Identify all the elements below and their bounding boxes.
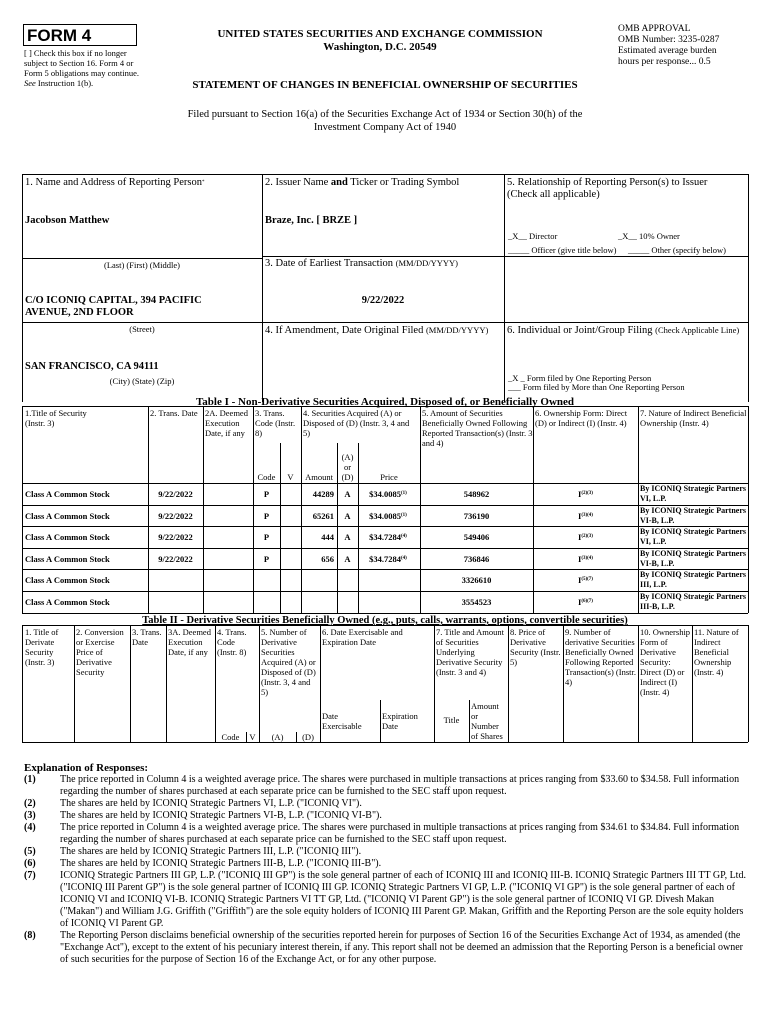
t1-cell-form xyxy=(533,511,638,521)
table2-title: Table II - Derivative Securities Beneficially Owned (e.g., puts, calls, warrants, options, convertible securities) xyxy=(142,615,628,626)
t1-cell-text: 444 xyxy=(321,532,334,542)
explanation-number: (3) xyxy=(24,810,36,821)
box5-label: 5. Relationship of Reporting Person(s) to Issuer (Check all applicable) xyxy=(507,177,708,200)
t1-cell-owned xyxy=(420,575,533,585)
t1-cell-text: 9/22/2022 xyxy=(158,511,193,521)
t1-cell-text: 736190 xyxy=(463,511,490,521)
t1-cell-text: P xyxy=(263,532,270,542)
explanation-list xyxy=(24,774,748,966)
explanation-item xyxy=(24,774,748,798)
t1-cell-text: 549406 xyxy=(463,532,490,542)
t2-sub-date-exercisable: Date Exercisable xyxy=(322,711,362,731)
footnote-ref: (5)(7) xyxy=(581,577,593,582)
t1-cell-text: Class A Common Stock xyxy=(25,597,110,607)
city-state-zip: SAN FRANCISCO, CA 94111 xyxy=(25,361,159,372)
t1-cell-date xyxy=(148,554,203,564)
t1-cell-owned xyxy=(420,511,533,521)
table1-title: Table I - Non-Derivative Securities Acquired, Disposed of, or Beneficially Owned xyxy=(195,396,575,408)
explanation-number: (8) xyxy=(24,930,36,941)
explanation-text: The shares are held by ICONIQ Strategic Partners VI, L.P. ("ICONIQ VI"). xyxy=(60,798,362,809)
t1-cell-owned xyxy=(420,532,533,542)
t2-header-deemed: 3A. Deemed Execution Date, if any xyxy=(168,627,211,657)
explanation-text: The shares are held by ICONIQ Strategic Partners III-B, L.P. ("ICONIQ III-B"). xyxy=(60,858,382,869)
agency-city: Washington, D.C. 20549 xyxy=(323,41,437,53)
t1-cell-text: A xyxy=(344,532,351,542)
t1-cell-text: 656 xyxy=(321,554,334,564)
t1-cell-title xyxy=(25,575,147,585)
t2-sub-d: (D) xyxy=(302,732,314,742)
t1-cell-owned xyxy=(420,597,533,607)
t1-sub-amount: Amount xyxy=(305,472,333,482)
t2-header-title: 1. Title of Derivate Security (Instr. 3) xyxy=(25,627,59,667)
explanation-text: The shares are held by ICONIQ Strategic Partners III, L.P. ("ICONIQ III"). xyxy=(60,846,362,857)
explanation-item xyxy=(24,870,748,930)
t1-cell-ad xyxy=(337,532,358,542)
t1-cell-title xyxy=(25,511,147,521)
t1-cell-text: Class A Common Stock xyxy=(25,554,110,564)
t1-cell-title xyxy=(25,489,147,499)
t1-cell-form xyxy=(533,597,638,607)
t2-sub-title: Title xyxy=(443,715,460,725)
t1-sub-ad: (A) or (D) xyxy=(341,452,354,482)
t1-cell-nature: By ICONIQ Strategic Partners VI-B, L.P. xyxy=(640,506,746,525)
t1-cell-text: P xyxy=(263,511,270,521)
t1-cell-amount xyxy=(301,554,334,564)
t1-cell-text: I xyxy=(578,554,582,564)
t1-cell-text: 9/22/2022 xyxy=(158,554,193,564)
t1-cell-text: 44289 xyxy=(312,489,334,499)
t1-cell-date xyxy=(148,489,203,499)
t1-cell-text: P xyxy=(263,554,270,564)
t1-cell-text: 736846 xyxy=(463,554,490,564)
t1-cell-nature: By ICONIQ Strategic Partners VI, L.P. xyxy=(640,484,746,503)
more-reporting-persons-check: ___ Form filed by More than One Reporting Person xyxy=(508,382,685,392)
explanation-number: (2) xyxy=(24,798,36,809)
t1-cell-code xyxy=(253,489,280,499)
explanation-number: (1) xyxy=(24,774,36,785)
reporting-person-name: Jacobson Matthew xyxy=(25,215,110,226)
officer-check: _____ Officer (give title below) xyxy=(508,245,617,255)
t2-header-nature: 11. Nature of Indirect Beneficial Ownership (Instr. 4) xyxy=(694,627,739,677)
t2-header-exercisable: 6. Date Exercisable and Expiration Date xyxy=(322,627,403,647)
issuer-name: Braze, Inc. [ BRZE ] xyxy=(265,215,358,226)
t1-cell-title xyxy=(25,532,147,542)
explanation-number: (5) xyxy=(24,846,36,857)
t1-cell-text: 65261 xyxy=(312,511,334,521)
t1-cell-text: A xyxy=(344,489,351,499)
t1-cell-owned xyxy=(420,554,533,564)
explanation-number: (6) xyxy=(24,858,36,869)
explanation-text: The price reported in Column 4 is a weighted average price. The shares were purchased in multiple transactions at prices ranging from $34.61 to $34.84. Full information regarding the number of shares purchased at each separate price can be furnished to the SEC staff upon request. xyxy=(60,822,740,845)
t1-header-date: 2. Trans. Date xyxy=(150,408,198,418)
explanation-number: (4) xyxy=(24,822,36,833)
t1-header-deemed: 2A. Deemed Execution Date, if any xyxy=(205,408,248,438)
explanation-item xyxy=(24,858,748,870)
form-title: FORM 4 xyxy=(27,26,92,45)
t1-cell-text: I xyxy=(578,511,582,521)
t2-header-owned: 9. Number of derivative Securities Beneficially Owned Following Reported Transaction(s) (Instr. 4) xyxy=(565,627,636,687)
box4-label: 4. If Amendment, Date Original Filed (MM/DD/YYYY) xyxy=(265,325,489,336)
t1-cell-text: Class A Common Stock xyxy=(25,489,110,499)
t1-cell-title xyxy=(25,554,147,564)
footnote-ref: (2)(3) xyxy=(581,491,593,496)
t1-cell-nature: By ICONIQ Strategic Partners VI-B, L.P. xyxy=(640,549,746,568)
t1-sub-code: Code xyxy=(257,472,276,482)
t1-cell-price xyxy=(358,532,418,542)
t1-cell-text: Class A Common Stock xyxy=(25,532,110,542)
explanation-text: The price reported in Column 4 is a weighted average price. The shares were purchased in multiple transactions at prices ranging from $33.60 to $34.58. Full information regarding the number of shares purchased at each separate price can be furnished to the SEC staff upon request. xyxy=(60,774,740,797)
t1-cell-text: $34.7284 xyxy=(369,554,402,564)
t1-cell-nature: By ICONIQ Strategic Partners III, L.P. xyxy=(640,570,746,589)
t1-cell-nature: By ICONIQ Strategic Partners III-B, L.P. xyxy=(640,592,746,611)
t1-cell-text: I xyxy=(578,532,582,542)
name-caption: (Last) (First) (Middle) xyxy=(103,260,180,270)
t2-sub-a: (A) xyxy=(271,732,284,742)
t1-cell-code xyxy=(253,511,280,521)
t1-cell-form xyxy=(533,554,638,564)
footnote-ref: (1) xyxy=(401,513,407,518)
explanation-text: The shares are held by ICONIQ Strategic Partners VI-B, L.P. ("ICONIQ VI-B"). xyxy=(60,810,382,821)
t2-header-ownership-form: 10. Ownership Form of Derivative Security: Direct (D) or Indirect (I) (Instr. 4) xyxy=(640,627,691,697)
t2-sub-v: V xyxy=(249,732,256,742)
explanation-heading: Explanation of Responses: xyxy=(24,762,149,774)
t1-header-acquired: 4. Securities Acquired (A) or Disposed of (D) (Instr. 3, 4 and 5) xyxy=(303,408,410,438)
t1-cell-text: P xyxy=(263,489,270,499)
t1-cell-form xyxy=(533,575,638,585)
t1-cell-text: 3326610 xyxy=(461,575,492,585)
t1-cell-price xyxy=(358,511,418,521)
t1-cell-text: I xyxy=(578,575,582,585)
t1-cell-text: $34.0085 xyxy=(369,511,402,521)
t1-cell-owned xyxy=(420,489,533,499)
t1-cell-date xyxy=(148,532,203,542)
box1-label: 1. Name and Address of Reporting Person* xyxy=(25,177,205,188)
t1-cell-amount xyxy=(301,511,334,521)
city-caption: (City) (State) (Zip) xyxy=(109,376,175,386)
t1-cell-nature: By ICONIQ Strategic Partners VI, L.P. xyxy=(640,527,746,546)
t1-cell-text: Class A Common Stock xyxy=(25,575,110,585)
t1-sub-v: V xyxy=(287,472,294,482)
t1-header-title: 1.Title of Security (Instr. 3) xyxy=(25,408,87,428)
t1-cell-code xyxy=(253,554,280,564)
t1-sub-price: Price xyxy=(380,472,398,482)
explanation-text: ICONIQ Strategic Partners III GP, L.P. ("ICONIQ III GP") is the sole general partner of each of ICONIQ III and ICONIQ III-B. ICONIQ Strategic Partners III TT GP, Ltd. ("ICONIQ III Parent GP") is the sole general partner of ICONIQ III GP. ICONIQ Strategic Partners VI GP, L.P. ("ICONIQ VI GP") is the sole general partner of each of ICONIQ VI and ICONIQ VI-B. ICONIQ Strategic Partners VI TT GP, Ltd. ("ICONIQ VI Parent GP") is the sole general partner of ICONIQ VI GP. Divesh Makan ("Makan") and William J.G. Griffith ("Griffith") are the sole equity holders of ICONIQ III Parent GP. Makan, Griffith and the Reporting Person are the sole equity holders of ICONIQ VI Parent GP. xyxy=(60,870,746,929)
footnote-ref: (3)(4) xyxy=(581,513,593,518)
t1-cell-price xyxy=(358,554,418,564)
t1-header-code: 3. Trans. Code (Instr. 8) xyxy=(255,408,296,438)
agency-name: UNITED STATES SECURITIES AND EXCHANGE COMMISSION xyxy=(217,28,543,40)
other-check: _____ Other (specify below) xyxy=(628,245,726,255)
t1-header-amount-owned: 5. Amount of Securities Beneficially Owned Following Reported Transaction(s) (Instr. 3 and 4) xyxy=(422,408,533,448)
t2-header-number: 5. Number of Derivative Securities Acquired (A) or Disposed of (D) (Instr. 3, 4 and 5) xyxy=(261,627,316,697)
t2-sub-amount: Amount or Number of Shares xyxy=(471,701,503,741)
t1-header-nature: 7. Nature of Indirect Beneficial Ownership (Instr. 4) xyxy=(640,408,747,428)
t1-cell-title xyxy=(25,597,147,607)
t1-cell-text: Class A Common Stock xyxy=(25,511,110,521)
explanation-item xyxy=(24,822,748,846)
box3-label: 3. Date of Earliest Transaction (MM/DD/YYYY) xyxy=(265,258,458,269)
footnote-ref: (1) xyxy=(401,491,407,496)
t1-cell-text: 9/22/2022 xyxy=(158,532,193,542)
explanation-number: (7) xyxy=(24,870,36,881)
t2-header-code: 4. Trans. Code (Instr. 8) xyxy=(217,627,247,657)
ten-percent-owner-check: _X__ 10% Owner xyxy=(618,231,680,241)
t1-cell-ad xyxy=(337,511,358,521)
t1-cell-code xyxy=(253,532,280,542)
footnote-ref: (3)(4) xyxy=(581,556,593,561)
statement-title: STATEMENT OF CHANGES IN BENEFICIAL OWNERSHIP OF SECURITIES xyxy=(192,79,578,91)
street-address: C/O ICONIQ CAPITAL, 394 PACIFIC AVENUE, 2ND FLOOR xyxy=(25,295,202,318)
t1-cell-ad xyxy=(337,489,358,499)
explanation-item xyxy=(24,846,748,858)
explanation-item xyxy=(24,930,748,966)
t1-cell-text: I xyxy=(578,489,582,499)
footnote-ref: (6)(7) xyxy=(581,599,593,604)
t1-cell-amount xyxy=(301,532,334,542)
t2-sub-code: Code xyxy=(221,732,240,742)
t1-cell-form xyxy=(533,532,638,542)
explanation-text: The Reporting Person disclaims beneficial ownership of the securities reported herein for purposes of Section 16 of the Securities Exchange Act of 1934, as amended (the "Exchange Act"), except to the extent of his pecuniary interest therein, if any. This report shall not be deemed an admission that the Reporting Person is a beneficial owner of such securities for the purpose of Section 16 of the Exchange Act, or for any other purpose. xyxy=(60,930,743,965)
footnote-ref: (4) xyxy=(401,534,407,539)
form-title-box xyxy=(23,24,137,46)
checkbox-note: [ ] Check this box if no longer subject to Section 16. Form 4 or Form 5 obligations may continue. See Instruction 1(b). xyxy=(24,48,139,88)
explanation-item xyxy=(24,810,748,822)
filed-pursuant: Filed pursuant to Section 16(a) of the Securities Exchange Act of 1934 or Section 30(h) of the Investment Company Act of 1940 xyxy=(187,109,583,133)
t1-cell-date xyxy=(148,511,203,521)
footnote-ref: (4) xyxy=(401,556,407,561)
t2-sub-expiration: Expiration Date xyxy=(382,711,418,731)
t1-cell-form xyxy=(533,489,638,499)
director-check: _X__ Director xyxy=(508,231,558,241)
street-caption: (Street) xyxy=(129,324,155,334)
t2-header-date: 3. Trans. Date xyxy=(132,627,162,647)
t1-cell-text: 9/22/2022 xyxy=(158,489,193,499)
omb-approval: OMB APPROVAL OMB Number: 3235-0287 Estimated average burden hours per response... 0.5 xyxy=(618,24,720,67)
footnote-ref: (2)(3) xyxy=(581,534,593,539)
t1-cell-amount xyxy=(301,489,334,499)
earliest-transaction-date: 9/22/2022 xyxy=(361,295,405,306)
box6-label: 6. Individual or Joint/Group Filing (Check Applicable Line) xyxy=(507,325,740,336)
t1-cell-text: $34.0085 xyxy=(369,489,402,499)
t1-header-ownership-form: 6. Ownership Form: Direct (D) or Indirect (I) (Instr. 4) xyxy=(535,408,628,428)
one-reporting-person-check: _X _ Form filed by One Reporting Person xyxy=(508,373,652,383)
t1-cell-text: A xyxy=(344,511,351,521)
t2-header-price: 8. Price of Derivative Security (Instr. 5) xyxy=(510,627,561,667)
t1-cell-ad xyxy=(337,554,358,564)
t1-cell-text: A xyxy=(344,554,351,564)
t2-header-conversion: 2. Conversion or Exercise Price of Derivative Security xyxy=(76,627,124,677)
t2-header-title-amount: 7. Title and Amount of Securities Underlying Derivative Security (Instr. 3 and 4) xyxy=(436,627,505,677)
t1-cell-text: I xyxy=(578,597,582,607)
t1-cell-price xyxy=(358,489,418,499)
t1-cell-text: 3554523 xyxy=(461,597,492,607)
box2-label: 2. Issuer Name and Ticker or Trading Symbol xyxy=(265,177,460,188)
explanation-item xyxy=(24,798,748,810)
t1-cell-text: 548962 xyxy=(463,489,490,499)
t1-cell-text: $34.7284 xyxy=(369,532,402,542)
